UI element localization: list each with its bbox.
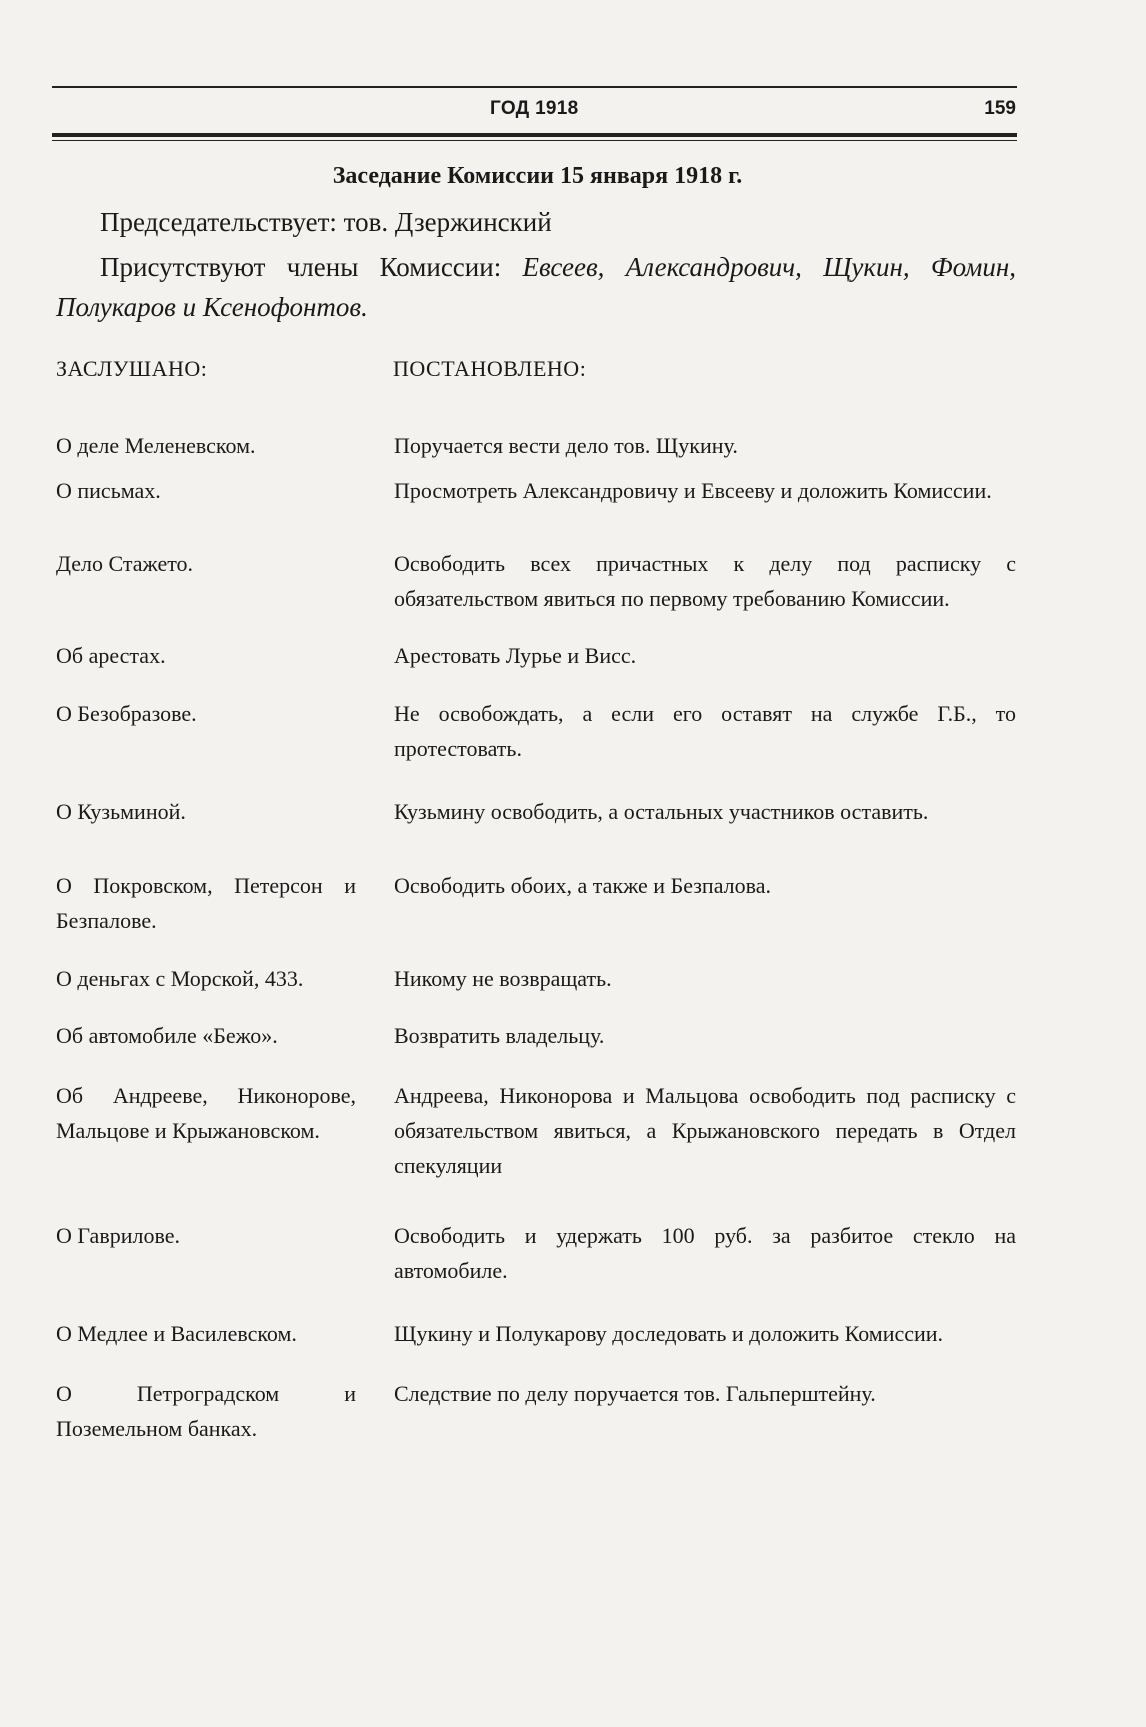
minute-row [56,1078,1016,1183]
heard-item: О Медлее и Василевском. [56,1321,297,1346]
heard-item: Об арестах. [56,643,166,668]
present-members [56,247,1016,327]
decided-item: Возвратить владельцу. [394,1023,605,1048]
decided-item: Поручается вести дело тов. Щукину. [394,433,738,458]
page-number: 159 [984,98,1016,119]
minute-row [56,638,1016,673]
heard-item: О Кузьминой. [56,799,186,824]
heard-item: О деле Меленевском. [56,433,256,458]
decided-item: Просмотреть Александровичу и Евсееву и доложить Комиссии. [394,478,992,503]
running-title: ГОД 1918 [490,98,579,119]
decided-item: Не освобождать, а если его оставят на службе Г.Б., то протестовать. [394,701,1016,761]
decided-column-heading: ПОСТАНОВЛЕНО: [393,356,587,381]
decided-item: Арестовать Лурье и Висс. [394,643,637,668]
decided-item: Кузьмину освободить, а остальных участников оставить. [394,799,929,824]
minute-row [56,1218,1016,1288]
decided-item: Освободить и удержать 100 руб. за разбитое стекло на автомобиле. [394,1223,1016,1283]
heard-item: Дело Стажето. [56,551,194,576]
decided-item: Никому не возвращать. [394,966,612,991]
minute-row [56,546,1016,616]
presiding-line: Председательствует: тов. Дзержинский [100,207,552,237]
header-top-rule [52,86,1017,88]
heard-item: О Петроградском и Поземельном банках. [56,1381,356,1441]
decided-item: Щукину и Полукарову доследовать и доложить Комиссии. [394,1321,944,1346]
minute-row [56,1376,1016,1446]
session-heading: Заседание Комиссии 15 января 1918 г. [332,163,743,189]
heard-item: О деньгах с Морской, 433. [56,966,304,991]
heard-item: О письмах. [56,478,161,503]
minute-row [56,868,1016,938]
decided-item: Андреева, Никонорова и Мальцова освободить под расписку с обязательством явиться, а Крыжановского передать в Отдел спекуляции [394,1083,1016,1178]
header-thick-rule [52,133,1017,137]
heard-item: О Гаврилове. [56,1223,180,1248]
decided-item: Освободить всех причастных к делу под расписку с обязательством явиться по первому требованию Комиссии. [394,551,1016,611]
minute-row [56,1018,1016,1053]
minute-row [56,1316,1016,1351]
decided-item: Следствие по делу поручается тов. Гальперштейну. [394,1381,876,1406]
minute-row [56,428,1016,463]
heard-column-heading: ЗАСЛУШАНО: [56,356,208,381]
heard-item: О Безобразове. [56,701,197,726]
minute-row [56,961,1016,996]
minute-row [56,794,1016,829]
heard-item: О Покровском, Петерсон и Безпалове. [56,873,356,933]
heard-item: Об Андрееве, Никонорове, Мальцове и Крыжановском. [56,1083,356,1143]
decided-item: Освободить обоих, а также и Безпалова. [394,873,772,898]
minute-row [56,473,1016,508]
present-names: Евсеев, Александрович, Щукин, Фомин, Полукаров и Ксенофонтов. [56,252,1016,322]
present-label: Присутствуют члены Комиссии: [100,252,523,282]
minute-row [56,696,1016,766]
heard-item: Об автомобиле «Бежо». [56,1023,278,1048]
header-thin-rule [52,140,1017,141]
